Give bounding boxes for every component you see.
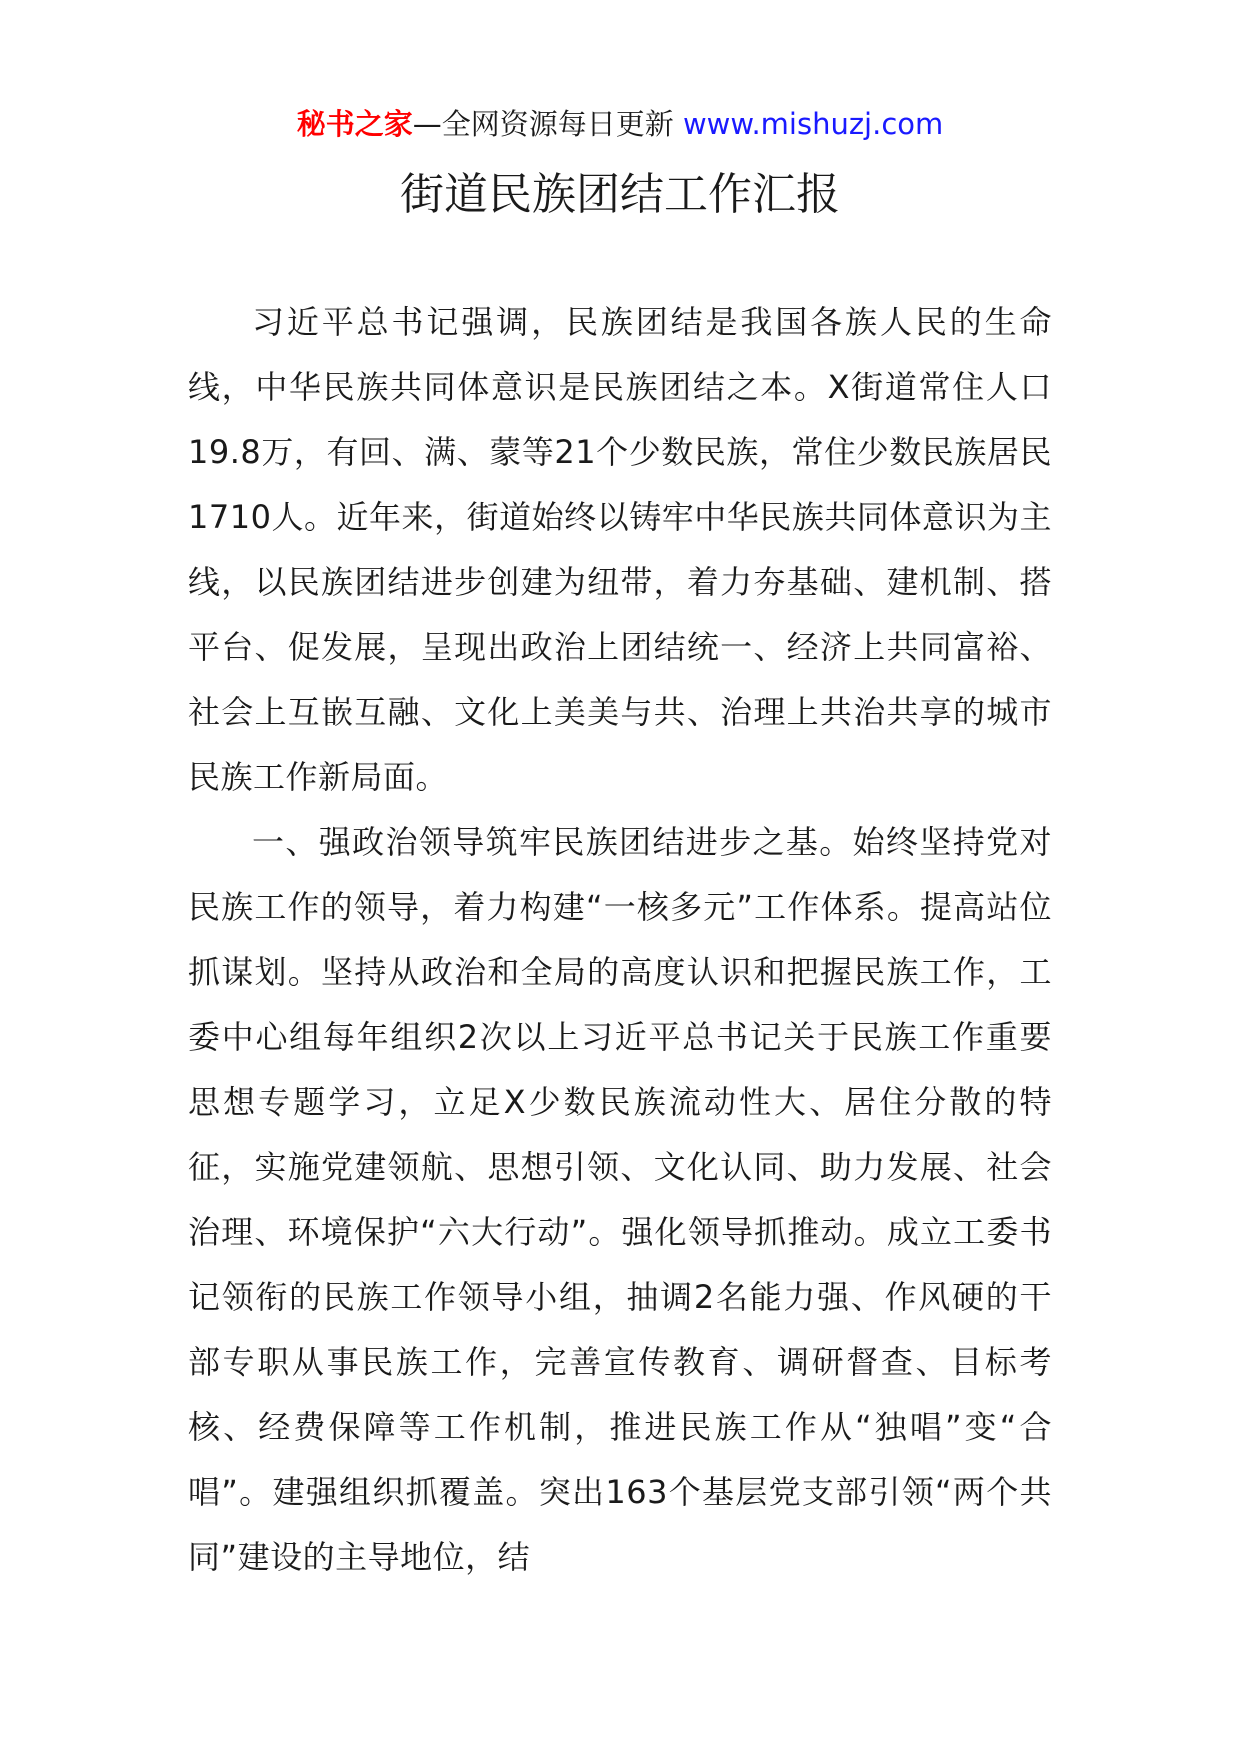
header-tagline: 全网资源每日更新 (441, 107, 674, 141)
document-body (188, 290, 1052, 1590)
brand-name: 秘书之家 (296, 107, 413, 141)
site-url-link[interactable]: www.mishuzj.com (682, 107, 944, 141)
header-dash: — (412, 107, 442, 141)
site-header (0, 100, 1240, 148)
paragraph-section-one: 一、强政治领导筑牢民族团结进步之基。始终坚持党对民族工作的领导，着力构建“一核多元”工作体系。提高站位抓谋划。坚持从政治和全局的高度认识和把握民族工作，工委中心组每年组织2次以上习近平总书记关于民族工作重要思想专题学习，立足X少数民族流动性大、居住分散的特征，实施党建领航、思想引领、文化认同、助力发展、社会治理、环境保护“六大行动”。强化领导抓推动。成立工委书记领衔的民族工作领导小组，抽调2名能力强、作风硬的干部专职从事民族工作，完善宣传教育、调研督查、目标考核、经费保障等工作机制，推进民族工作从“独唱”变“合唱”。建强组织抓覆盖。突出163个基层党支部引领“两个共同”建设的主导地位，结 (188, 823, 1052, 1576)
document-title: 街道民族团结工作汇报 (400, 169, 840, 220)
paragraph-intro: 习近平总书记强调，民族团结是我国各族人民的生命线，中华民族共同体意识是民族团结之本。X街道常住人口19.8万，有回、满、蒙等21个少数民族，常住少数民族居民1710人。近年来，街道始终以铸牢中华民族共同体意识为主线，以民族团结进步创建为纽带，着力夯基础、建机制、搭平台、促发展，呈现出政治上团结统一、经济上共同富裕、社会上互嵌互融、文化上美美与共、治理上共治共享的城市民族工作新局面。 (188, 303, 1052, 796)
